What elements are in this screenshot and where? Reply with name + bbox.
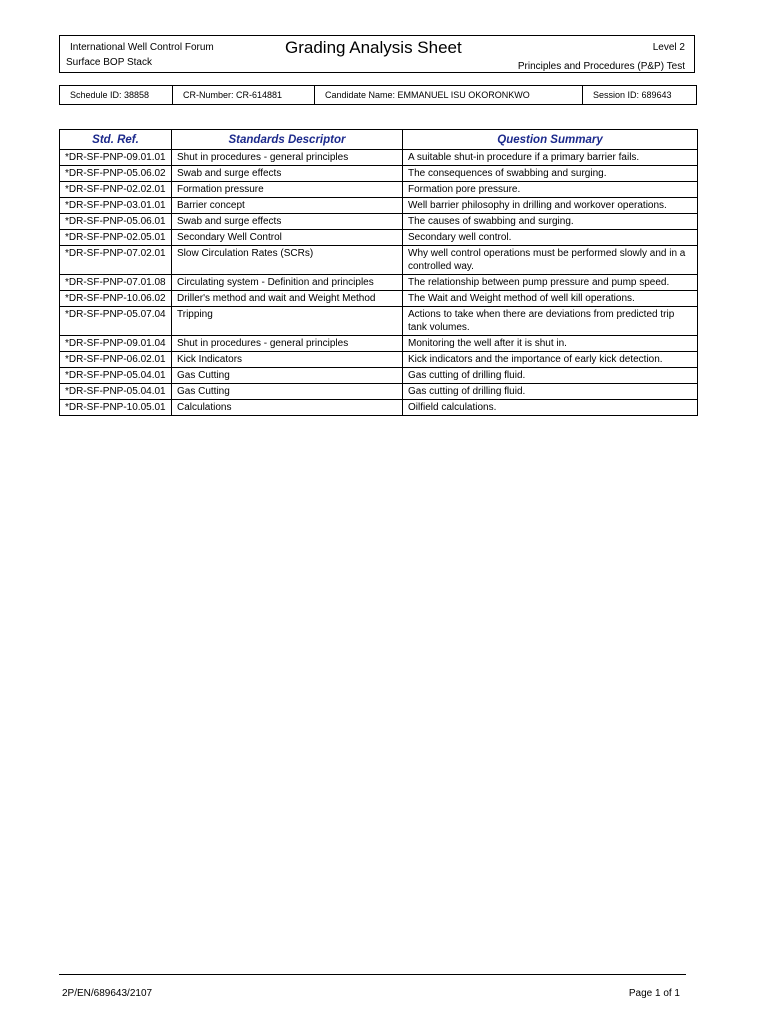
table-row (60, 214, 698, 230)
grading-table (59, 129, 698, 416)
document-header (59, 35, 695, 73)
standards-descriptor-cell: Kick Indicators (172, 352, 403, 368)
standards-descriptor-cell: Calculations (172, 400, 403, 416)
std-ref-cell: *DR-SF-PNP-02.05.01 (60, 230, 172, 246)
question-summary-cell: Secondary well control. (403, 230, 698, 246)
table-header-row (60, 130, 698, 150)
question-summary-cell: Actions to take when there are deviations from predicted trip tank volumes. (403, 307, 698, 336)
table-row (60, 166, 698, 182)
question-summary-cell: Well barrier philosophy in drilling and workover operations. (403, 198, 698, 214)
level-label: Level 2 (652, 42, 685, 53)
column-header-standards-descriptor: Standards Descriptor (172, 130, 403, 150)
table-row (60, 198, 698, 214)
table-row (60, 182, 698, 198)
standards-descriptor-cell: Secondary Well Control (172, 230, 403, 246)
standards-descriptor-cell: Formation pressure (172, 182, 403, 198)
stack-type: Surface BOP Stack (66, 57, 152, 68)
std-ref-cell: *DR-SF-PNP-03.01.01 (60, 198, 172, 214)
table-row (60, 230, 698, 246)
document-code: 2P/EN/689643/2107 (62, 988, 153, 999)
page-number: Page 1 of 1 (628, 988, 680, 999)
standards-descriptor-cell: Driller's method and wait and Weight Method (172, 291, 403, 307)
question-summary-cell: A suitable shut-in procedure if a primary barrier fails. (403, 150, 698, 166)
standards-descriptor-cell: Gas Cutting (172, 368, 403, 384)
test-name: Principles and Procedures (P&P) Test (517, 61, 685, 72)
std-ref-cell: *DR-SF-PNP-07.01.08 (60, 275, 172, 291)
question-summary-cell: The causes of swabbing and surging. (403, 214, 698, 230)
standards-descriptor-cell: Swab and surge effects (172, 166, 403, 182)
standards-descriptor-cell: Shut in procedures - general principles (172, 150, 403, 166)
candidate-info-bar (59, 85, 697, 105)
footer-divider (59, 974, 686, 975)
table-row (60, 150, 698, 166)
std-ref-cell: *DR-SF-PNP-10.05.01 (60, 400, 172, 416)
standards-descriptor-cell: Gas Cutting (172, 384, 403, 400)
question-summary-cell: Kick indicators and the importance of early kick detection. (403, 352, 698, 368)
std-ref-cell: *DR-SF-PNP-10.06.02 (60, 291, 172, 307)
std-ref-cell: *DR-SF-PNP-09.01.04 (60, 336, 172, 352)
standards-descriptor-cell: Tripping (172, 307, 403, 336)
document-title: Grading Analysis Sheet (285, 38, 462, 57)
std-ref-cell: *DR-SF-PNP-09.01.01 (60, 150, 172, 166)
standards-descriptor-cell: Circulating system - Definition and principles (172, 275, 403, 291)
cr-number: CR-Number: CR-614881 (173, 86, 315, 104)
schedule-id: Schedule ID: 38858 (60, 86, 173, 104)
question-summary-cell: Formation pore pressure. (403, 182, 698, 198)
question-summary-cell: The Wait and Weight method of well kill operations. (403, 291, 698, 307)
question-summary-cell: Monitoring the well after it is shut in. (403, 336, 698, 352)
standards-descriptor-cell: Shut in procedures - general principles (172, 336, 403, 352)
table-row (60, 291, 698, 307)
question-summary-cell: The relationship between pump pressure and pump speed. (403, 275, 698, 291)
table-row (60, 352, 698, 368)
table-row (60, 275, 698, 291)
standards-descriptor-cell: Swab and surge effects (172, 214, 403, 230)
session-id: Session ID: 689643 (593, 90, 672, 100)
question-summary-cell: The consequences of swabbing and surging. (403, 166, 698, 182)
question-summary-cell: Gas cutting of drilling fluid. (403, 384, 698, 400)
std-ref-cell: *DR-SF-PNP-05.06.01 (60, 214, 172, 230)
table-row (60, 368, 698, 384)
question-summary-cell: Why well control operations must be performed slowly and in a controlled way. (403, 246, 698, 275)
std-ref-cell: *DR-SF-PNP-05.06.02 (60, 166, 172, 182)
table-row (60, 336, 698, 352)
std-ref-cell: *DR-SF-PNP-05.07.04 (60, 307, 172, 336)
std-ref-cell: *DR-SF-PNP-05.04.01 (60, 384, 172, 400)
table-row (60, 384, 698, 400)
std-ref-cell: *DR-SF-PNP-05.04.01 (60, 368, 172, 384)
std-ref-cell: *DR-SF-PNP-02.02.01 (60, 182, 172, 198)
column-header-std-ref: Std. Ref. (60, 130, 172, 150)
standards-descriptor-cell: Slow Circulation Rates (SCRs) (172, 246, 403, 275)
table-row (60, 307, 698, 336)
std-ref-cell: *DR-SF-PNP-06.02.01 (60, 352, 172, 368)
standards-descriptor-cell: Barrier concept (172, 198, 403, 214)
table-row (60, 400, 698, 416)
table-row (60, 246, 698, 275)
column-header-question-summary: Question Summary (403, 130, 698, 150)
organization-name: International Well Control Forum (70, 42, 214, 53)
question-summary-cell: Gas cutting of drilling fluid. (403, 368, 698, 384)
std-ref-cell: *DR-SF-PNP-07.02.01 (60, 246, 172, 275)
question-summary-cell: Oilfield calculations. (403, 400, 698, 416)
candidate-name: Candidate Name: EMMANUEL ISU OKORONKWO (315, 86, 583, 104)
